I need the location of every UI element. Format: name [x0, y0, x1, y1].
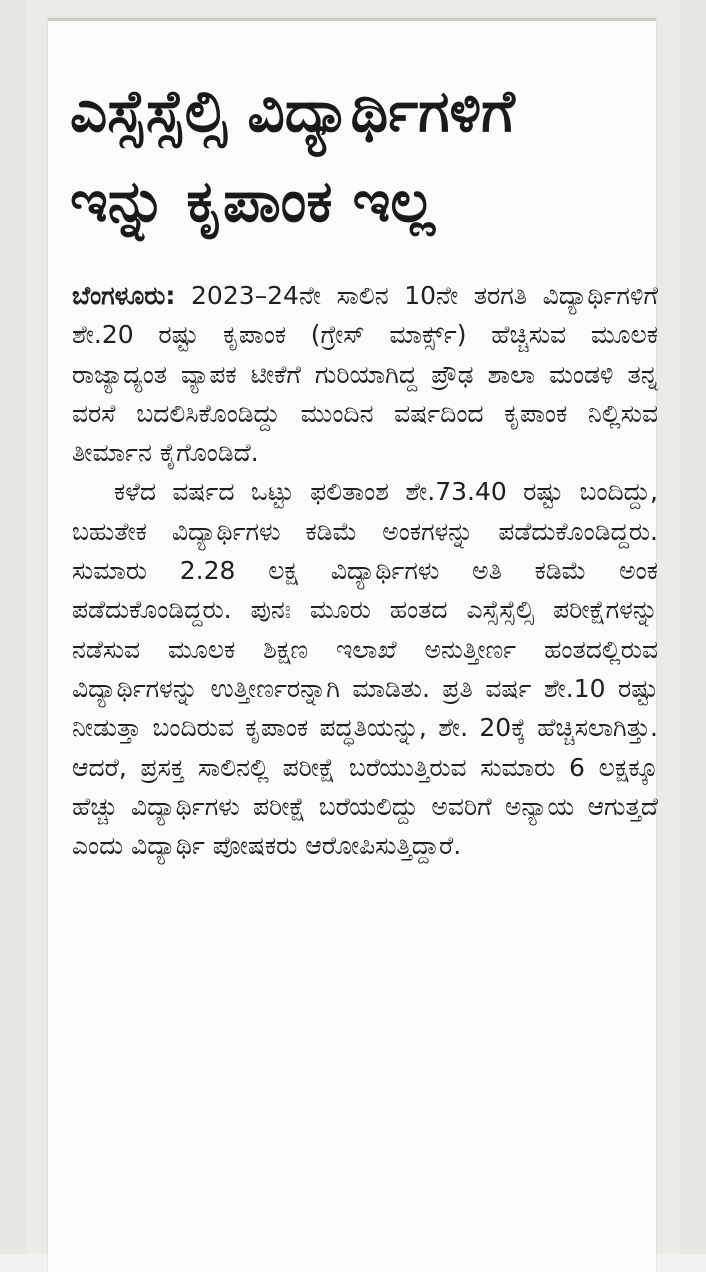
headline	[70, 66, 650, 246]
dateline: ಬೆಂಗಳೂರು:	[72, 281, 176, 310]
paragraph-1-text: 2023–24ನೇ ಸಾಲಿನ 10ನೇ ತರಗತಿ ವಿದ್ಯಾರ್ಥಿಗಳಿಗೆ ಶೇ.20 ರಷ್ಟು ಕೃಪಾಂಕ (ಗ್ರೇಸ್ ಮಾರ್ಕ್ಸ್) ಹೆಚ್ಚಿಸುವ ಮೂಲಕ ರಾಜ್ಯಾದ್ಯಂತ ವ್ಯಾಪಕ ಟೀಕೆಗೆ ಗುರಿಯಾಗಿದ್ದ ಪ್ರೌಢ ಶಾಲಾ ಮಂಡಳಿ ತನ್ನ ವರಸೆ ಬದಲಿಸಿಕೊಂಡಿದ್ದು ಮುಂದಿನ ವರ್ಷದಿಂದ ಕೃಪಾಂಕ ನಿಲ್ಲಿಸುವ ತೀರ್ಮಾನ ಕೈಗೊಂಡಿದೆ.	[72, 281, 658, 468]
headline-line-1: ಎಸ್ಸೆಸ್ಸೆಲ್ಸಿ ವಿದ್ಯಾರ್ಥಿಗಳಿಗೆ	[70, 77, 515, 145]
left-margin	[0, 0, 26, 1254]
headline-line-2: ಇನ್ನು ಕೃಪಾಂಕ ಇಲ್ಲ	[70, 167, 435, 235]
article-body	[72, 276, 658, 865]
right-margin	[680, 0, 706, 1254]
newspaper-clipping	[48, 18, 656, 1272]
paragraph-2: ಕಳೆದ ವರ್ಷದ ಒಟ್ಟು ಫಲಿತಾಂಶ ಶೇ.73.40 ರಷ್ಟು ಬಂದಿದ್ದು, ಬಹುತೇಕ ವಿದ್ಯಾರ್ಥಿಗಳು ಕಡಿಮೆ ಅಂಕಗಳನ್ನು ಪಡೆದುಕೊಂಡಿದ್ದರು. ಸುಮಾರು 2.28 ಲಕ್ಷ ವಿದ್ಯಾರ್ಥಿಗಳು ಅತಿ ಕಡಿಮೆ ಅಂಕ ಪಡೆದುಕೊಂಡಿದ್ದರು. ಪುನಃ ಮೂರು ಹಂತದ ಎಸ್ಸೆಸ್ಸೆಲ್ಸಿ ಪರೀಕ್ಷೆಗಳನ್ನು ನಡೆಸುವ ಮೂಲಕ ಶಿಕ್ಷಣ ಇಲಾಖೆ ಅನುತ್ತೀರ್ಣ ಹಂತದಲ್ಲಿರುವ ವಿದ್ಯಾರ್ಥಿಗಳನ್ನು ಉತ್ತೀರ್ಣರನ್ನಾಗಿ ಮಾಡಿತು. ಪ್ರತಿ ವರ್ಷ ಶೇ.10 ರಷ್ಟು ನೀಡುತ್ತಾ ಬಂದಿರುವ ಕೃಪಾಂಕ ಪದ್ಧತಿಯನ್ನು, ಶೇ. 20ಕ್ಕೆ ಹೆಚ್ಚಿಸಲಾಗಿತ್ತು. ಆದರೆ, ಪ್ರಸಕ್ತ ಸಾಲಿನಲ್ಲಿ ಪರೀಕ್ಷೆ ಬರೆಯುತ್ತಿರುವ ಸುಮಾರು 6 ಲಕ್ಷಕ್ಕೂ ಹೆಚ್ಚು ವಿದ್ಯಾರ್ಥಿಗಳು ಪರೀಕ್ಷೆ ಬರೆಯಲಿದ್ದು ಅವರಿಗೆ ಅನ್ಯಾಯ ಆಗುತ್ತದೆ ಎಂದು ವಿದ್ಯಾರ್ಥಿ ಪೋಷಕರು ಆರೋಪಿಸುತ್ತಿದ್ದಾರೆ.	[72, 477, 658, 861]
paragraph-1	[72, 276, 658, 472]
top-rule	[48, 18, 656, 21]
